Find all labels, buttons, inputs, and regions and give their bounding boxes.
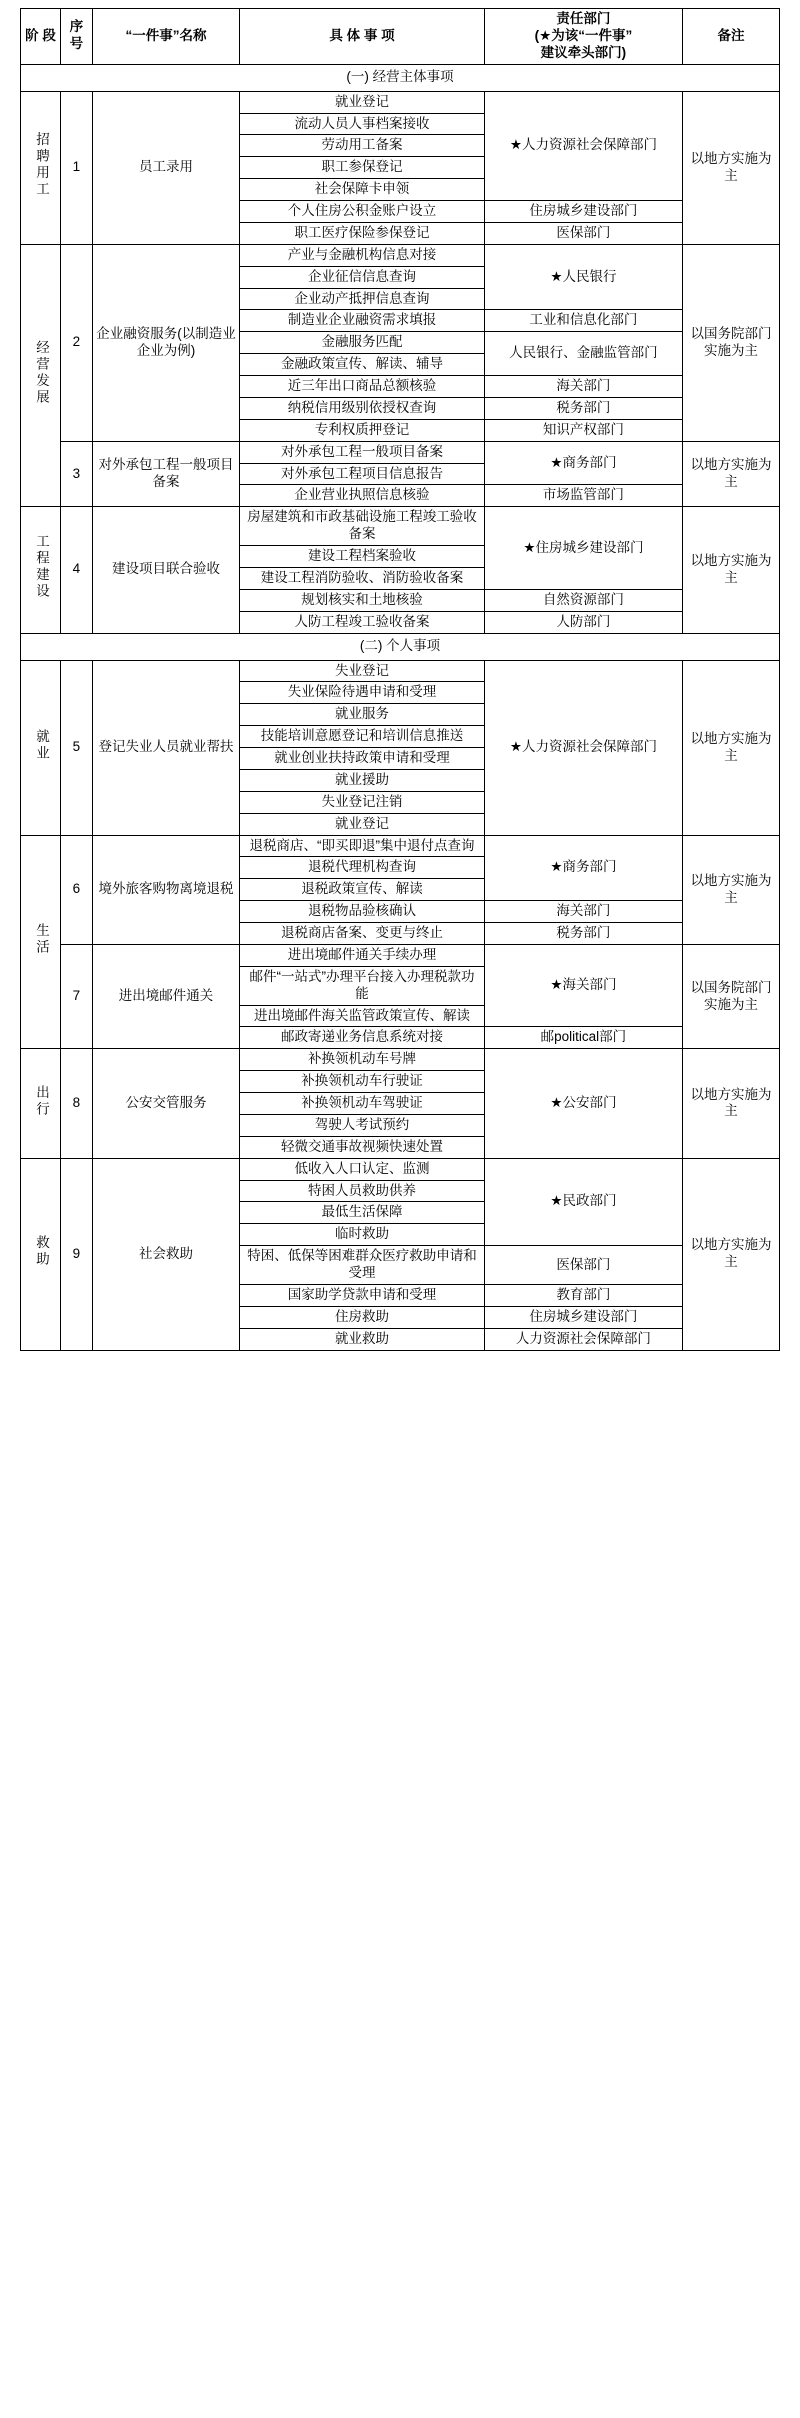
responsible-dept-cell: 邮political部门 [484, 1027, 682, 1049]
remark-cell: 以地方实施为主 [682, 1049, 779, 1158]
stage-cell [21, 507, 61, 633]
responsible-dept-cell: 医保部门 [484, 222, 682, 244]
specific-item-cell: 近三年出口商品总额核验 [240, 376, 485, 398]
table-row [21, 944, 780, 966]
matter-name-cell: 公安交管服务 [92, 1049, 240, 1158]
section-header-personal [21, 633, 780, 660]
specific-item-cell: 金融政策宣传、解读、辅导 [240, 354, 485, 376]
specific-item-cell: 就业登记 [240, 91, 485, 113]
row-number-cell: 3 [61, 441, 93, 507]
matter-name-cell: 境外旅客购物离境退税 [92, 835, 240, 944]
specific-item-cell: 流动人员人事档案接收 [240, 113, 485, 135]
stage-cell [21, 1049, 61, 1158]
specific-item-cell: 进出境邮件海关监管政策宣传、解读 [240, 1005, 485, 1027]
header-dept [484, 9, 682, 65]
specific-item-cell: 临时救助 [240, 1224, 485, 1246]
stage-cell [21, 660, 61, 835]
specific-item-cell: 轻微交通事故视频快速处置 [240, 1136, 485, 1158]
specific-item-cell: 职工医疗保险参保登记 [240, 222, 485, 244]
specific-item-cell: 房屋建筑和市政基础设施工程竣工验收备案 [240, 507, 485, 546]
table-header [21, 9, 780, 65]
specific-item-cell: 就业服务 [240, 704, 485, 726]
stage-label: 工程建设 [33, 534, 49, 601]
responsible-dept-cell: 税务部门 [484, 397, 682, 419]
table-row [21, 244, 780, 266]
specific-item-cell: 劳动用工备案 [240, 135, 485, 157]
specific-item-cell: 社会保障卡申领 [240, 179, 485, 201]
specific-item-cell: 特困、低保等困难群众医疗救助申请和受理 [240, 1246, 485, 1285]
specific-item-cell: 失业登记 [240, 660, 485, 682]
stage-cell [21, 1158, 61, 1350]
specific-item-cell: 人防工程竣工验收备案 [240, 611, 485, 633]
specific-item-cell: 最低生活保障 [240, 1202, 485, 1224]
stage-label: 就业 [33, 728, 49, 762]
row-number-cell: 9 [61, 1158, 93, 1350]
section-label: (二) 个人事项 [21, 633, 780, 660]
row-number-cell: 6 [61, 835, 93, 944]
one-thing-matters-table [20, 8, 780, 1351]
remark-cell: 以地方实施为主 [682, 441, 779, 507]
responsible-dept-cell: 知识产权部门 [484, 419, 682, 441]
responsible-dept-cell: ★商务部门 [484, 441, 682, 485]
responsible-dept-cell: ★商务部门 [484, 835, 682, 901]
matter-name-cell: 员工录用 [92, 91, 240, 244]
specific-item-cell: 金融服务匹配 [240, 332, 485, 354]
table-row [21, 441, 780, 463]
stage-label: 经营发展 [33, 340, 49, 407]
specific-item-cell: 建设工程档案验收 [240, 546, 485, 568]
responsible-dept-cell: 自然资源部门 [484, 589, 682, 611]
specific-item-cell: 进出境邮件通关手续办理 [240, 944, 485, 966]
remark-cell: 以国务院部门实施为主 [682, 244, 779, 441]
specific-item-cell: 技能培训意愿登记和培训信息推送 [240, 726, 485, 748]
specific-item-cell: 低收入人口认定、监测 [240, 1158, 485, 1180]
specific-item-cell: 规划核实和土地核验 [240, 589, 485, 611]
specific-item-cell: 国家助学贷款申请和受理 [240, 1284, 485, 1306]
specific-item-cell: 个人住房公积金账户设立 [240, 201, 485, 223]
responsible-dept-cell: 人民银行、金融监管部门 [484, 332, 682, 376]
responsible-dept-cell: 住房城乡建设部门 [484, 1306, 682, 1328]
specific-item-cell: 驾驶人考试预约 [240, 1114, 485, 1136]
row-number-cell: 4 [61, 507, 93, 633]
header-dept-line1: 责任部门 [556, 11, 611, 26]
specific-item-cell: 就业登记 [240, 813, 485, 835]
stage-cell [21, 835, 61, 1049]
remark-cell: 以国务院部门实施为主 [682, 944, 779, 1048]
responsible-dept-cell: 市场监管部门 [484, 485, 682, 507]
specific-item-cell: 就业救助 [240, 1328, 485, 1350]
specific-item-cell: 补换领机动车行驶证 [240, 1071, 485, 1093]
specific-item-cell: 退税商店、“即买即退”集中退付点查询 [240, 835, 485, 857]
header-dept-line3: 建议牵头部门) [540, 44, 627, 60]
specific-item-cell: 企业征信信息查询 [240, 266, 485, 288]
specific-item-cell: 补换领机动车驾驶证 [240, 1093, 485, 1115]
specific-item-cell: 退税物品验核确认 [240, 901, 485, 923]
responsible-dept-cell: 教育部门 [484, 1284, 682, 1306]
specific-item-cell: 就业创业扶持政策申请和受理 [240, 748, 485, 770]
specific-item-cell: 建设工程消防验收、消防验收备案 [240, 567, 485, 589]
responsible-dept-cell: 海关部门 [484, 376, 682, 398]
table-body [21, 64, 780, 1350]
table-row [21, 1158, 780, 1180]
responsible-dept-cell: 海关部门 [484, 901, 682, 923]
specific-item-cell: 企业动产抵押信息查询 [240, 288, 485, 310]
specific-item-cell: 特困人员救助供养 [240, 1180, 485, 1202]
row-number-cell: 7 [61, 944, 93, 1048]
responsible-dept-cell: ★公安部门 [484, 1049, 682, 1158]
stage-cell [21, 91, 61, 244]
responsible-dept-cell: 住房城乡建设部门 [484, 201, 682, 223]
specific-item-cell: 邮政寄递业务信息系统对接 [240, 1027, 485, 1049]
row-number-cell: 1 [61, 91, 93, 244]
header-dept-line2: (★为该“一件事” [534, 27, 633, 43]
matter-name-cell: 进出境邮件通关 [92, 944, 240, 1048]
responsible-dept-cell: ★人力资源社会保障部门 [484, 660, 682, 835]
specific-item-cell: 补换领机动车号牌 [240, 1049, 485, 1071]
remark-cell: 以地方实施为主 [682, 91, 779, 244]
specific-item-cell: 专利权质押登记 [240, 419, 485, 441]
specific-item-cell: 制造业企业融资需求填报 [240, 310, 485, 332]
specific-item-cell: 失业保险待遇申请和受理 [240, 682, 485, 704]
header-name: “一件事”名称 [92, 9, 240, 65]
header-remark: 备注 [682, 9, 779, 65]
responsible-dept-cell: ★海关部门 [484, 944, 682, 1027]
responsible-dept-cell: 工业和信息化部门 [484, 310, 682, 332]
specific-item-cell: 企业营业执照信息核验 [240, 485, 485, 507]
specific-item-cell: 对外承包工程项目信息报告 [240, 463, 485, 485]
stage-label: 救助 [33, 1235, 49, 1269]
matter-name-cell: 企业融资服务(以制造业企业为例) [92, 244, 240, 441]
header-item: 具 体 事 项 [240, 9, 485, 65]
responsible-dept-cell: ★人力资源社会保障部门 [484, 91, 682, 200]
table-row [21, 660, 780, 682]
table-row [21, 507, 780, 546]
responsible-dept-cell: ★民政部门 [484, 1158, 682, 1246]
matter-name-cell: 社会救助 [92, 1158, 240, 1350]
matter-name-cell: 对外承包工程一般项目备案 [92, 441, 240, 507]
responsible-dept-cell: 人力资源社会保障部门 [484, 1328, 682, 1350]
specific-item-cell: 对外承包工程一般项目备案 [240, 441, 485, 463]
remark-cell: 以地方实施为主 [682, 507, 779, 633]
row-number-cell: 2 [61, 244, 93, 441]
stage-label: 出行 [33, 1084, 49, 1118]
specific-item-cell: 纳税信用级别依授权查询 [240, 397, 485, 419]
table-row [21, 1049, 780, 1071]
header-stage: 阶 段 [21, 9, 61, 65]
header-no: 序 号 [61, 9, 93, 65]
matter-name-cell: 建设项目联合验收 [92, 507, 240, 633]
specific-item-cell: 住房救助 [240, 1306, 485, 1328]
stage-label: 生活 [33, 922, 49, 956]
row-number-cell: 5 [61, 660, 93, 835]
specific-item-cell: 退税代理机构查询 [240, 857, 485, 879]
table-row [21, 91, 780, 113]
specific-item-cell: 职工参保登记 [240, 157, 485, 179]
section-header-business [21, 64, 780, 91]
responsible-dept-cell: ★住房城乡建设部门 [484, 507, 682, 590]
document-sheet [0, 8, 800, 1351]
specific-item-cell: 退税政策宣传、解读 [240, 879, 485, 901]
table-row [21, 835, 780, 857]
responsible-dept-cell: 医保部门 [484, 1246, 682, 1285]
section-label: (一) 经营主体事项 [21, 64, 780, 91]
stage-label: 招聘用工 [33, 132, 49, 199]
responsible-dept-cell: 税务部门 [484, 923, 682, 945]
specific-item-cell: 失业登记注销 [240, 791, 485, 813]
specific-item-cell: 退税商店备案、变更与终止 [240, 923, 485, 945]
remark-cell: 以地方实施为主 [682, 835, 779, 944]
responsible-dept-cell: ★人民银行 [484, 244, 682, 310]
specific-item-cell: 邮件“一站式”办理平台接入办理税款功能 [240, 966, 485, 1005]
responsible-dept-cell: 人防部门 [484, 611, 682, 633]
specific-item-cell: 产业与金融机构信息对接 [240, 244, 485, 266]
remark-cell: 以地方实施为主 [682, 660, 779, 835]
matter-name-cell: 登记失业人员就业帮扶 [92, 660, 240, 835]
specific-item-cell: 就业援助 [240, 769, 485, 791]
row-number-cell: 8 [61, 1049, 93, 1158]
remark-cell: 以地方实施为主 [682, 1158, 779, 1350]
stage-cell [21, 244, 61, 507]
